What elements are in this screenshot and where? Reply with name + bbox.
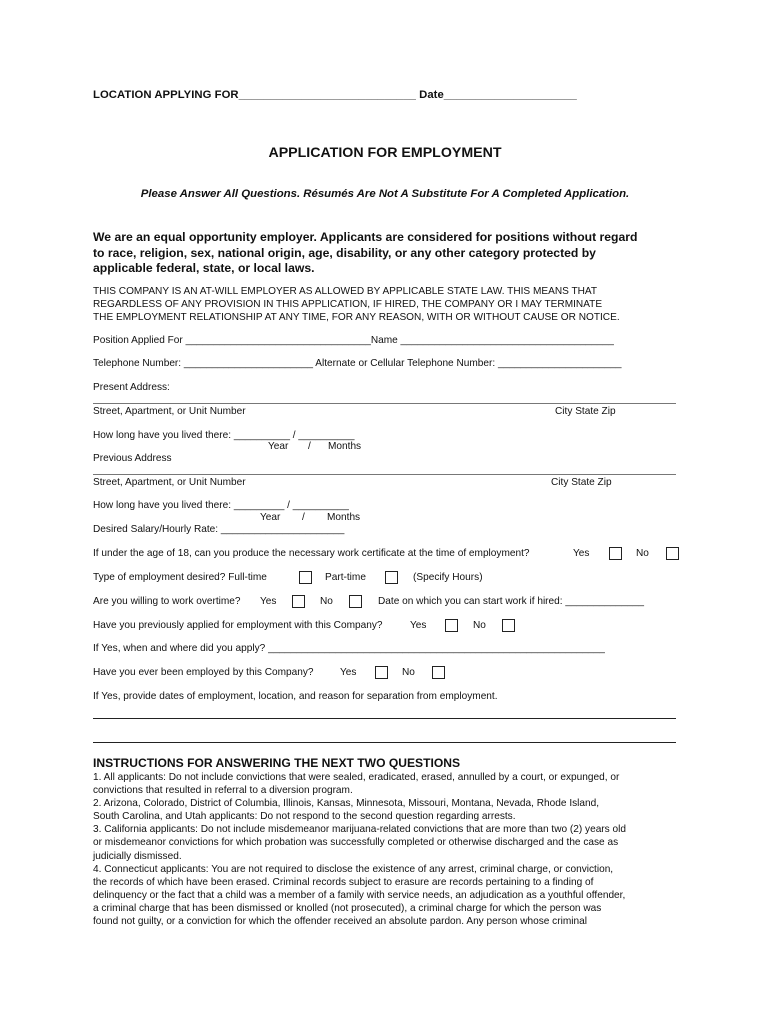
under-18-no-checkbox[interactable]	[666, 547, 679, 560]
instruction-line: South Carolina, and Utah applicants: Do not respond to the second question regarding arrests.	[93, 811, 516, 823]
instruction-line: or misdemeanor convictions for which probation was successfully completed or otherwise discharged and the case as	[93, 837, 619, 849]
eeo-line: applicable federal, state, or local laws.	[93, 261, 315, 276]
yes-label: Yes	[410, 620, 427, 631]
city-state-zip-label: City State Zip	[555, 406, 616, 417]
specify-hours-label: (Specify Hours)	[413, 572, 483, 583]
subtitle-instruction: Please Answer All Questions. Résumés Are Not A Substitute For A Completed Application.	[140, 188, 630, 200]
yes-label: Yes	[573, 548, 590, 559]
year-label: Year	[260, 512, 281, 523]
previously-employed-yes-checkbox[interactable]	[375, 666, 388, 679]
street-label: Street, Apartment, or Unit Number	[93, 406, 246, 417]
instruction-line: the records of which have been erased. Criminal records subject to erasure are records pertaining to a finding of	[93, 876, 594, 888]
months-label: Months	[327, 512, 361, 523]
at-will-line: THE EMPLOYMENT RELATIONSHIP AT ANY TIME, FOR ANY REASON, WITH OR WITHOUT CAUSE OR NOTICE.	[93, 312, 620, 324]
at-will-line: REGARDLESS OF ANY PROVISION IN THIS APPLICATION, IF HIRED, THE COMPANY OR I MAY TERMINATE	[93, 299, 603, 311]
present-address-label: Present Address:	[93, 382, 170, 393]
instruction-line: judicially dismissed.	[93, 850, 182, 862]
year-label: Year	[268, 441, 289, 452]
instruction-line: found not guilty, or a conviction for which the offender received an absolute pardon. Any person whose criminal	[93, 916, 587, 928]
yes-label: Yes	[260, 596, 277, 607]
instruction-line: 2. Arizona, Colorado, District of Columbia, Illinois, Kansas, Minnesota, Missouri, Montana, Nevada, Rhode Island,	[93, 798, 600, 810]
under-18-yes-checkbox[interactable]	[609, 547, 622, 560]
previously-applied-question: Have you previously applied for employment with this Company?	[93, 620, 383, 631]
how-long-lived-present[interactable]: How long have you lived there: __________ / __________	[93, 430, 355, 441]
eeo-line: We are an equal opportunity employer. Applicants are considered for positions without regard	[93, 230, 638, 244]
employment-type-question: Type of employment desired? Full-time	[93, 572, 267, 583]
page-title: APPLICATION FOR EMPLOYMENT	[268, 145, 502, 161]
no-label: No	[402, 667, 415, 678]
previously-applied-no-checkbox[interactable]	[502, 619, 515, 632]
at-will-line: THIS COMPANY IS AN AT-WILL EMPLOYER AS ALLOWED BY APPLICABLE STATE LAW. THIS MEANS THAT	[93, 286, 598, 297]
no-label: No	[636, 548, 649, 559]
at-will-statement	[93, 285, 620, 325]
instruction-line: convictions that resulted in referral to a diversion program.	[93, 785, 353, 797]
part-time-checkbox[interactable]	[385, 571, 398, 584]
start-date-line[interactable]: Date on which you can start work if hired: ______________	[378, 596, 644, 607]
yes-label: Yes	[340, 667, 357, 678]
employment-dates-prompt: If Yes, provide dates of employment, location, and reason for separation from employment.	[93, 691, 498, 702]
when-where-applied-line[interactable]: If Yes, when and where did you apply? ____________________________________________________________	[93, 643, 605, 654]
instruction-line: 4. Connecticut applicants: You are not required to disclose the existence of any arrest, criminal charge, or conviction,	[93, 863, 614, 875]
eeo-line: to race, religion, sex, national origin, age, disability, or any other category protected by	[93, 245, 596, 260]
months-label: Months	[328, 441, 362, 452]
no-label: No	[473, 620, 486, 631]
previously-employed-question: Have you ever been employed by this Company?	[93, 667, 314, 678]
employment-dates-field-1[interactable]	[93, 718, 676, 719]
slash-separator: /	[302, 512, 305, 523]
position-name-line[interactable]: Position Applied For _________________________________Name ______________________________________	[93, 335, 614, 346]
eeo-statement	[93, 230, 637, 277]
how-long-lived-previous[interactable]: How long have you lived there: _________ / __________	[93, 500, 349, 511]
overtime-question: Are you willing to work overtime?	[93, 596, 241, 607]
previously-applied-yes-checkbox[interactable]	[445, 619, 458, 632]
street-label: Street, Apartment, or Unit Number	[93, 477, 246, 488]
instruction-line: 1. All applicants: Do not include convictions that were sealed, eradicated, erased, annulled by a court, or expunged, or	[93, 772, 620, 783]
part-time-label: Part-time	[325, 572, 366, 583]
full-time-checkbox[interactable]	[299, 571, 312, 584]
instructions-body	[93, 771, 683, 928]
employment-dates-field-2[interactable]	[93, 742, 676, 743]
no-label: No	[320, 596, 333, 607]
under-18-question: If under the age of 18, can you produce the necessary work certificate at the time of employment?	[93, 548, 530, 559]
instruction-line: 3. California applicants: Do not include misdemeanor marijuana-related convictions that are more than two (2) years old	[93, 824, 626, 836]
overtime-no-checkbox[interactable]	[349, 595, 362, 608]
previous-address-label: Previous Address	[93, 453, 172, 464]
instructions-heading: INSTRUCTIONS FOR ANSWERING THE NEXT TWO QUESTIONS	[93, 756, 461, 770]
city-state-zip-label: City State Zip	[551, 477, 612, 488]
instruction-line: a criminal charge that has been dismissed or knolled (not prosecuted), a criminal charge for which the person was	[93, 902, 602, 914]
overtime-yes-checkbox[interactable]	[292, 595, 305, 608]
location-date-line[interactable]: LOCATION APPLYING FOR____________________________ Date_____________________	[93, 89, 577, 101]
previous-address-field[interactable]	[93, 474, 676, 475]
slash-separator: /	[308, 441, 311, 452]
present-address-field[interactable]	[93, 403, 676, 404]
desired-salary-line[interactable]: Desired Salary/Hourly Rate: ______________________	[93, 524, 345, 535]
instruction-line: delinquency or the fact that a child was a member of a family with service needs, an adjudication as a youthful offender,	[93, 889, 626, 901]
previously-employed-no-checkbox[interactable]	[432, 666, 445, 679]
telephone-line[interactable]: Telephone Number: _______________________ Alternate or Cellular Telephone Number: ______________________	[93, 358, 622, 369]
